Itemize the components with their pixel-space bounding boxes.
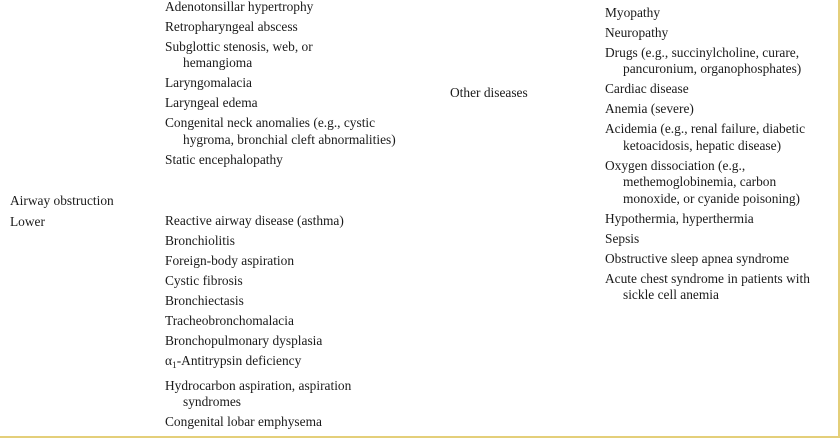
list-item: Static encephalopathy bbox=[165, 151, 283, 167]
other-diseases-list bbox=[605, 5, 833, 303]
list-item: Adenotonsillar hypertrophy bbox=[165, 0, 314, 14]
list-item: Bronchopulmonary dysplasia bbox=[165, 333, 323, 348]
list-item: Foreign-body aspiration bbox=[165, 253, 295, 268]
upper-airway-list bbox=[165, 0, 396, 168]
category-airway-obstruction: Airway obstruction bbox=[10, 193, 114, 208]
list-item: Cardiac disease bbox=[605, 81, 689, 97]
lower-airway-list bbox=[165, 213, 390, 431]
list-item: Obstructive sleep apnea syndrome bbox=[605, 250, 790, 266]
list-item: Hypothermia, hyperthermia bbox=[605, 210, 754, 226]
list-item: Retropharyngeal abscess bbox=[165, 19, 298, 34]
list-item: Bronchiectasis bbox=[165, 293, 244, 308]
list-item: Acidemia (e.g., renal failure, diabetic ketoacidosis, hepatic disease) bbox=[605, 121, 806, 153]
list-item: Subglottic stenosis, web, or hemangioma bbox=[165, 39, 313, 71]
list-item: Sepsis bbox=[605, 230, 640, 246]
list-item: Myopathy bbox=[605, 5, 661, 20]
list-item: Cystic fibrosis bbox=[165, 273, 243, 288]
list-item: Drugs (e.g., succinylcholine, curare, pancuronium, organophosphates) bbox=[605, 45, 802, 77]
list-item: Neuropathy bbox=[605, 25, 669, 40]
category-lower: Lower bbox=[10, 214, 45, 229]
category-other-diseases: Other diseases bbox=[450, 85, 528, 100]
list-item: Hydrocarbon aspiration, aspiration syndromes bbox=[165, 377, 352, 410]
alpha1-text: $\alpha_1$-Antitrypsin deficiency bbox=[165, 353, 302, 371]
list-item: Anemia (severe) bbox=[605, 101, 694, 117]
list-item: Congenital neck anomalies (e.g., cystic hygroma, bronchial cleft abnormalities) bbox=[165, 115, 396, 147]
list-item: Laryngomalacia bbox=[165, 75, 252, 91]
list-item: Laryngeal edema bbox=[165, 95, 258, 111]
list-item: Congenital lobar emphysema bbox=[165, 414, 322, 430]
list-item: Tracheobronchomalacia bbox=[165, 313, 294, 328]
list-item: Bronchiolitis bbox=[165, 233, 235, 248]
list-item: Acute chest syndrome in patients with sickle cell anemia bbox=[605, 270, 810, 303]
list-item: Reactive airway disease (asthma) bbox=[165, 213, 344, 228]
list-item: Oxygen dissociation (e.g., methemoglobinemia, carbon monoxide, or cyanide poisoning) bbox=[605, 157, 801, 206]
list-item bbox=[165, 353, 390, 374]
